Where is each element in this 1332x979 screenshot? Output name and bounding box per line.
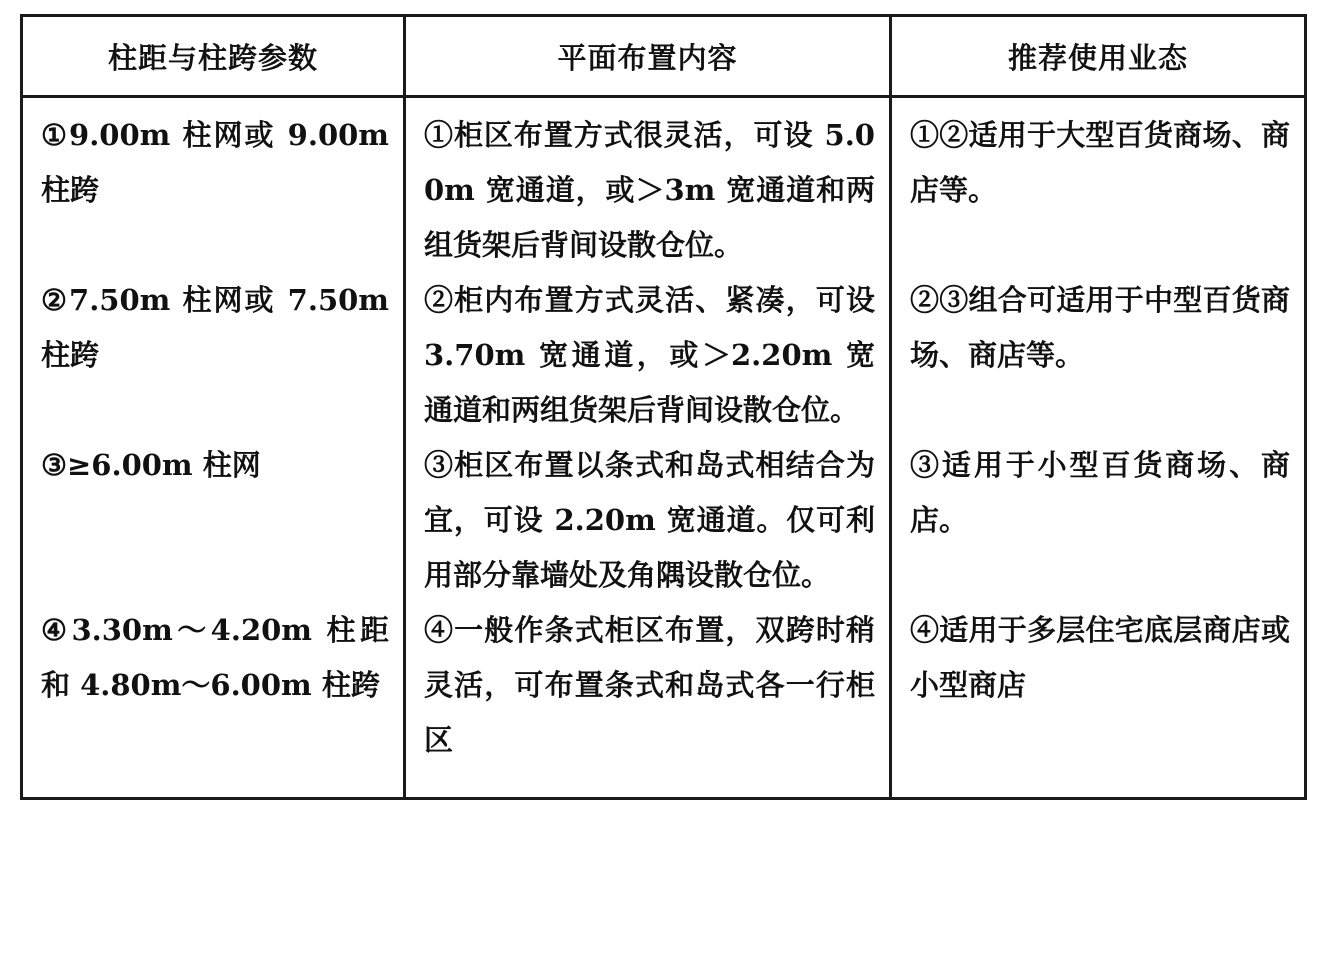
column-spacing-table [20, 14, 1307, 800]
table-body [22, 97, 1306, 799]
header-layout-content: 平面布置内容 [405, 16, 891, 97]
table-row [22, 97, 1306, 274]
cell-param: ②7.50m 柱网或 7.50m 柱跨 [22, 273, 405, 438]
cell-param: ③≥6.00m 柱网 [22, 438, 405, 603]
cell-use: ④适用于多层住宅底层商店或小型商店 [891, 603, 1306, 799]
cell-layout: ②柜内布置方式灵活、紧凑，可设 3.70m 宽通道，或＞2.20m 宽通道和两组货架后背间设散仓位。 [405, 273, 891, 438]
header-row [22, 16, 1306, 97]
cell-param: ④3.30m～4.20m 柱距和 4.80m～6.00m 柱跨 [22, 603, 405, 799]
header-recommended-use: 推荐使用业态 [891, 16, 1306, 97]
table-row [22, 603, 1306, 799]
cell-param: ①9.00m 柱网或 9.00m 柱跨 [22, 97, 405, 274]
cell-use: ②③组合可适用于中型百货商场、商店等。 [891, 273, 1306, 438]
cell-layout: ③柜区布置以条式和岛式相结合为宜，可设 2.20m 宽通道。仅可利用部分靠墙处及角隅设散仓位。 [405, 438, 891, 603]
header-column-params: 柱距与柱跨参数 [22, 16, 405, 97]
table-row [22, 273, 1306, 438]
table-row [22, 438, 1306, 603]
cell-use: ①②适用于大型百货商场、商店等。 [891, 97, 1306, 274]
cell-use: ③适用于小型百货商场、商店。 [891, 438, 1306, 603]
cell-layout: ①柜区布置方式很灵活，可设 5.00m 宽通道，或＞3m 宽通道和两组货架后背间设散仓位。 [405, 97, 891, 274]
table-header [22, 16, 1306, 97]
cell-layout: ④一般作条式柜区布置，双跨时稍灵活，可布置条式和岛式各一行柜区 [405, 603, 891, 799]
